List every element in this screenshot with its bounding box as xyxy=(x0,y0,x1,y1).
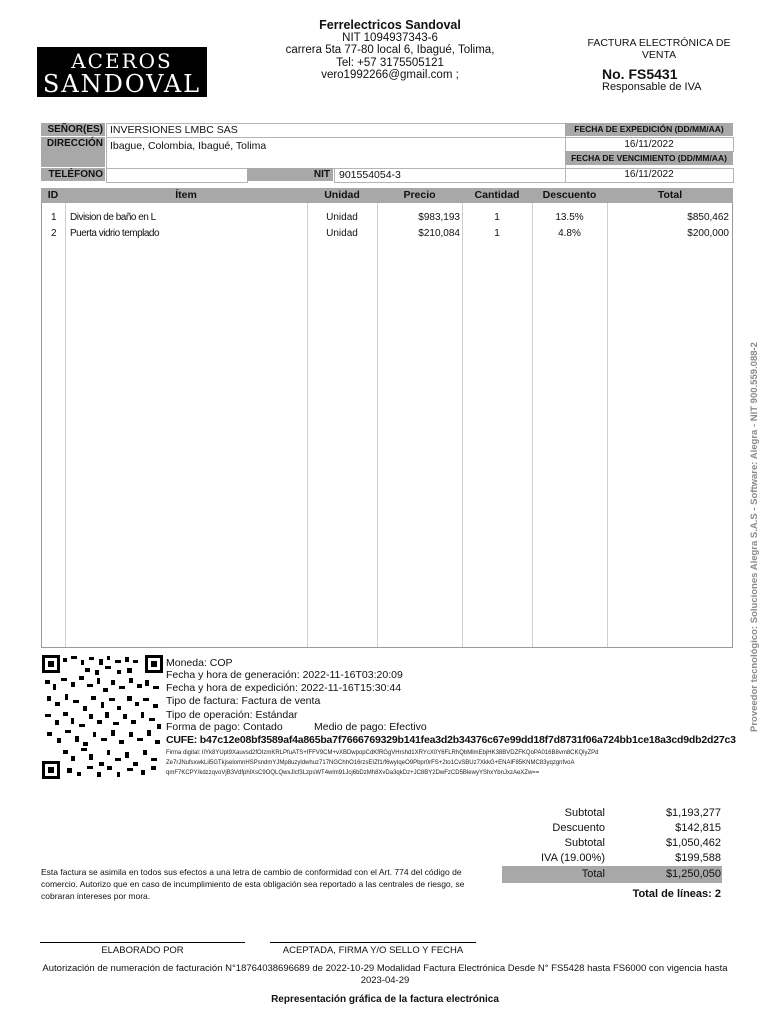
col-item: Ítem xyxy=(175,189,197,201)
items-table xyxy=(41,188,733,648)
payment-form: Forma de pago: Contado xyxy=(166,721,283,733)
grand-total-value: $1,250,050 xyxy=(665,868,721,880)
column-divider xyxy=(307,203,308,647)
invoice-type-detail: Tipo de factura: Factura de venta xyxy=(166,695,321,707)
invoice-number: No. FS5431 xyxy=(602,66,678,82)
grand-total-label: Total xyxy=(581,868,605,880)
row-item: Puerta vidrio templado xyxy=(70,228,160,239)
qr-finder xyxy=(42,655,60,673)
column-divider xyxy=(65,203,66,647)
row-qty: 1 xyxy=(494,228,500,239)
row-qty: 1 xyxy=(494,212,500,223)
client-nit-label: NIT xyxy=(313,169,330,180)
col-qty: Cantidad xyxy=(474,189,520,201)
items-table-header xyxy=(41,188,733,203)
row-total: $200,000 xyxy=(687,228,729,239)
company-phone: Tel: +57 3175505121 xyxy=(336,56,444,69)
qr-finder xyxy=(42,761,60,779)
column-divider xyxy=(462,203,463,647)
company-info xyxy=(270,19,510,82)
col-discount: Descuento xyxy=(542,189,597,201)
accepted-label: ACEPTADA, FIRMA Y/O SELLO Y FECHA xyxy=(282,945,464,956)
invoice-regime: Responsable de IVA xyxy=(602,81,702,93)
totals-label: Subtotal xyxy=(564,807,605,819)
signature-line xyxy=(40,942,245,943)
authorization-text: Autorización de numeración de facturación N°18764038696689 de 2022-10-29 Modalidad Factura Electrónica Desde N° FS5428 hasta FS6000 con vigencia hasta 2023-04-29 xyxy=(42,963,728,986)
company-nit: NIT 1094937343-6 xyxy=(342,31,438,44)
digital-signature-line-2: Ze7rJNufsxwkLil5GTkjselomnHSPsndmYJMp8uzyldwhuz717NGChhO16rzsEIZf1/f6wyIqeO9Pbpr0rFS+2to1CvSBUz7XkkG+ENAlF85KNMC83yqzgnfvoA xyxy=(166,760,575,766)
client-address-label: DIRECCIÓN xyxy=(46,138,103,149)
issue-date: 16/11/2022 xyxy=(624,139,674,150)
col-total: Total xyxy=(657,189,683,201)
row-discount: 4.8% xyxy=(558,228,581,239)
made-by-label: ELABORADO POR xyxy=(101,945,184,956)
row-unit: Unidad xyxy=(326,212,358,223)
total-lines: Total de líneas: 2 xyxy=(632,888,721,900)
issue-date-label: FECHA DE EXPEDICIÓN (DD/MM/AA) xyxy=(565,123,733,136)
column-divider xyxy=(607,203,608,647)
legal-note: Esta factura se asimila en todos sus efectos a una letra de cambio de conformidad con el Art. 774 del código de comercio. Autorizo que en caso de incumplimiento de esta obligación sea reportado a las centrales de riesgo, se cobraran intereses por mora. xyxy=(41,867,465,901)
row-price: $210,084 xyxy=(418,228,460,239)
currency: Moneda: COP xyxy=(166,657,233,669)
totals-value: $142,815 xyxy=(675,822,721,834)
totals-value: $1,193,277 xyxy=(665,807,721,819)
row-total: $850,462 xyxy=(687,212,729,223)
company-address: carrera 5ta 77-80 local 6, Ibagué, Tolima, xyxy=(285,44,495,56)
qr-code xyxy=(41,654,164,780)
row-id: 2 xyxy=(51,228,57,239)
column-divider xyxy=(532,203,533,647)
row-price: $983,193 xyxy=(418,212,460,223)
payment-method: Medio de pago: Efectivo xyxy=(314,721,427,733)
client-address: Ibague, Colombia, Ibagué, Tolima xyxy=(110,140,267,152)
digital-signature-line-3: qmF7KCPY/kdzzqvoVjB3VdfphlXsC9OQLQwxJlcf3LzpsWT4wlm91Jcj6bDzMh8XvDa3qkDz+JC8BY2DwFzCD5BlewyYShxYbnJxzAeXZw== xyxy=(166,770,540,776)
due-date-label: FECHA DE VENCIMIENTO (DD/MM/AA) xyxy=(565,151,733,165)
company-email: vero1992266@gmail.com ; xyxy=(321,69,459,81)
client-name: INVERSIONES LMBC SAS xyxy=(110,124,238,136)
digital-signature-line-1: Firma digital: lIYk8YUpt9Xauvsd2fOIzmKRLPfuATS+fFFV9CM+vXBDwpopCdKfRGgVHrshd1XRYcX0Y6FLRhQbMlmEbjHK38BVDZFKQoPA016B8vm8CKQiyZPd xyxy=(166,750,599,756)
col-price: Precio xyxy=(403,189,436,201)
totals-label: Subtotal xyxy=(564,837,605,849)
logo-line-2: SANDOVAL xyxy=(42,70,202,98)
cufe: CUFE: b47c12e08bf3589af4a865ba7f7666769329b141fea3d2b34376c67e99dd18f7d8731f06a724bb1ce18a3cd9db2d27c3 xyxy=(166,734,736,746)
totals-label: IVA (19.00%) xyxy=(541,852,605,864)
operation-type: Tipo de operación: Estándar xyxy=(166,709,298,721)
client-phone-label: TELÉFONO xyxy=(48,169,103,180)
totals-value: $199,588 xyxy=(675,852,721,864)
row-id: 1 xyxy=(51,212,57,223)
signature-line xyxy=(270,942,476,943)
client-nit: 901554054-3 xyxy=(339,169,401,181)
totals-value: $1,050,462 xyxy=(665,837,721,849)
logo-line-1: ACEROS xyxy=(71,49,173,73)
qr-finder xyxy=(145,655,163,673)
col-unit: Unidad xyxy=(324,189,360,201)
totals-label: Descuento xyxy=(552,822,605,834)
company-logo xyxy=(37,47,207,97)
row-item: Division de baño en L xyxy=(70,212,156,223)
provider-text: Proveedor tecnológico: Soluciones Alegra S.A.S - Software: Alegra - NIT 900.559.088-2 xyxy=(749,342,760,732)
representation-title: Representación gráfica de la factura electrónica xyxy=(271,994,499,1005)
client-name-label: SEÑOR(ES) xyxy=(47,124,103,135)
due-date: 16/11/2022 xyxy=(624,169,674,180)
row-unit: Unidad xyxy=(326,228,358,239)
generation-date: Fecha y hora de generación: 2022-11-16T03:20:09 xyxy=(166,669,403,681)
col-id: ID xyxy=(47,189,59,201)
company-name: Ferrelectricos Sandoval xyxy=(319,18,461,32)
issue-datetime: Fecha y hora de expedición: 2022-11-16T15:30:44 xyxy=(166,682,402,694)
column-divider xyxy=(377,203,378,647)
invoice-type: FACTURA ELECTRÓNICA DE VENTA xyxy=(587,37,731,61)
row-discount: 13.5% xyxy=(555,212,584,223)
